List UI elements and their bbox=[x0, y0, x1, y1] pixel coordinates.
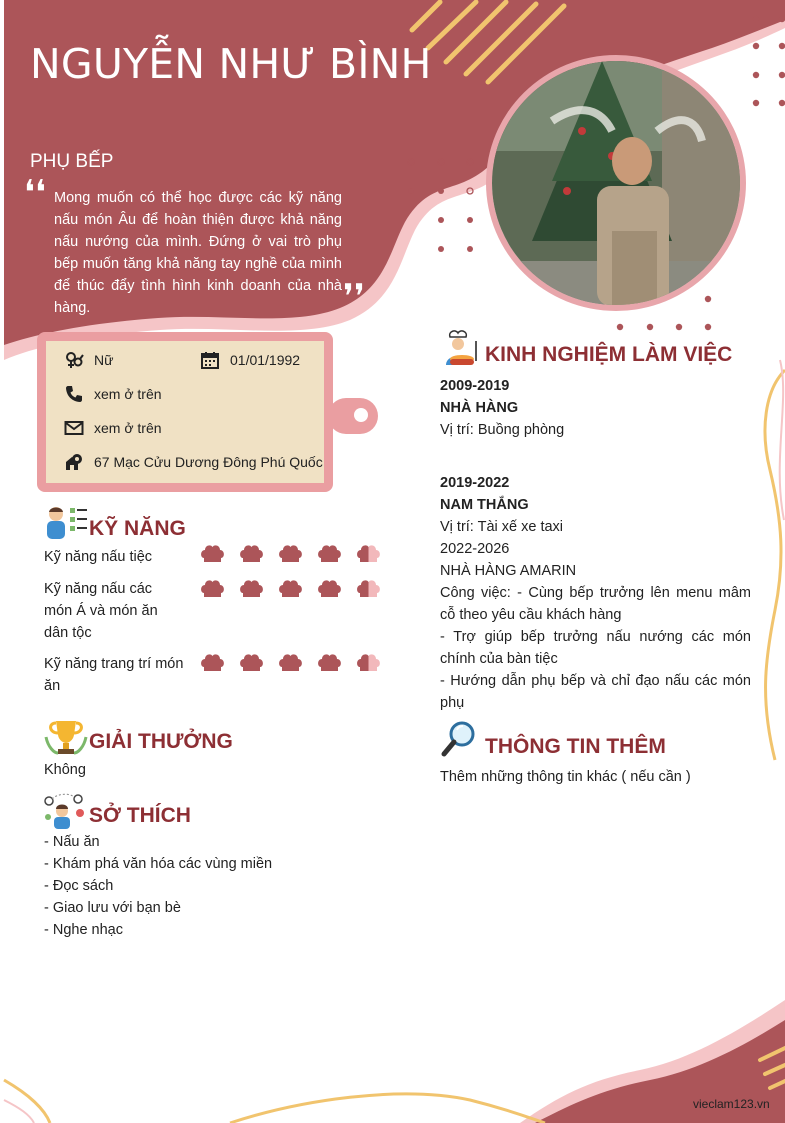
candidate-name: NGUYỄN NHƯ BÌNH bbox=[30, 40, 432, 88]
extra-text: Thêm những thông tin khác ( nếu cần ) bbox=[440, 769, 691, 785]
skill-label: Kỹ năng trang trí món ăn bbox=[44, 656, 184, 694]
chef-hat-icon bbox=[239, 544, 264, 564]
experience-line: - Hướng dẫn phụ bếp và chỉ đạo nấu các món phụ bbox=[440, 673, 751, 711]
magnifier-icon bbox=[440, 720, 484, 765]
calendar-icon bbox=[200, 350, 220, 370]
experience-period: 2009-2019 bbox=[440, 378, 510, 394]
hobbies-title: SỞ THÍCH bbox=[89, 804, 191, 827]
chef-hat-icon bbox=[356, 544, 381, 564]
experience-entry bbox=[440, 472, 751, 714]
experience-company: NHÀ HÀNG bbox=[440, 400, 519, 416]
board-handle-hole bbox=[354, 408, 368, 422]
experience-period: 2019-2022 bbox=[440, 475, 510, 491]
address-value: 67 Mạc Cửu Dương Đông Phú Quốc bbox=[94, 454, 323, 470]
hobby-item: - Nghe nhạc bbox=[44, 922, 123, 938]
chef-hat-icon bbox=[317, 544, 342, 564]
hobby-item: - Khám phá văn hóa các vùng miền bbox=[44, 856, 273, 872]
phone-row bbox=[64, 384, 162, 404]
skills-title: KỸ NĂNG bbox=[89, 517, 186, 540]
chef-hat-icon bbox=[356, 653, 381, 673]
experience-entry bbox=[440, 375, 751, 441]
skills-icon bbox=[44, 504, 88, 549]
skill-label: Kỹ năng nấu tiệc bbox=[44, 549, 153, 565]
chef-hat-icon bbox=[200, 653, 225, 673]
chef-hat-icon bbox=[278, 653, 303, 673]
chef-hat-icon bbox=[356, 579, 381, 599]
gender-icon bbox=[64, 350, 84, 370]
email-row bbox=[64, 418, 162, 438]
hobby-item: - Đọc sách bbox=[44, 878, 114, 894]
address-row bbox=[64, 452, 323, 472]
career-summary: Mong muốn có thể học được các kỹ năng nấu món Âu để hoàn thiện được khả năng nấu nướng của mình. Đứng ở vai trò phụ bếp muốn tăng khả năng tay nghề của mình để thúc đẩy tình hình kinh doanh của nhà hàng. bbox=[54, 190, 342, 316]
quote-close-icon: ❜❜ bbox=[343, 277, 365, 317]
phone-icon bbox=[64, 384, 84, 404]
experience-line: Vị trí: Buồng phòng bbox=[440, 422, 565, 438]
job-title: PHỤ BẾP bbox=[30, 151, 114, 172]
chef-hat-icon bbox=[200, 579, 225, 599]
experience-line: NHÀ HÀNG AMARIN bbox=[440, 563, 577, 579]
hobbies-icon bbox=[44, 791, 88, 836]
chef-hat-icon bbox=[317, 579, 342, 599]
experience-line: - Trợ giúp bếp trưởng nấu nướng các món chính của bàn tiệc bbox=[440, 629, 751, 667]
experience-title: KINH NGHIỆM LÀM VIỆC bbox=[485, 343, 733, 366]
gender-value: Nữ bbox=[94, 352, 114, 368]
experience-line: Vị trí: Tài xế xe taxi bbox=[440, 519, 564, 535]
footer-brand: vieclam123.vn bbox=[693, 1097, 770, 1111]
skill-rating bbox=[200, 579, 381, 599]
chef-icon bbox=[440, 329, 484, 374]
trophy-icon bbox=[44, 717, 88, 762]
awards-title: GIẢI THƯỞNG bbox=[89, 730, 233, 753]
quote-open-icon: ❛❛ bbox=[24, 173, 46, 213]
awards-text: Không bbox=[44, 762, 86, 778]
birthday-row bbox=[200, 350, 300, 370]
gender-row bbox=[64, 350, 113, 370]
hobbies-list bbox=[44, 831, 272, 941]
chef-hat-icon bbox=[200, 544, 225, 564]
extra-title: THÔNG TIN THÊM bbox=[485, 735, 666, 758]
experience-line: 2022-2026 bbox=[440, 541, 510, 557]
chef-hat-icon bbox=[239, 579, 264, 599]
chef-hat-icon bbox=[278, 579, 303, 599]
email-icon bbox=[64, 418, 84, 438]
chef-hat-icon bbox=[239, 653, 264, 673]
birthday-value: 01/01/1992 bbox=[230, 352, 301, 368]
hobby-item: - Nấu ăn bbox=[44, 834, 100, 850]
skill-rating bbox=[200, 653, 381, 673]
board-handle bbox=[328, 398, 378, 434]
experience-company: NAM THẮNG bbox=[440, 497, 529, 513]
experience-line: Công việc: - Cùng bếp trưởng lên menu mâm cỗ theo yêu cầu khách hàng bbox=[440, 585, 751, 623]
skill-label: Kỹ năng nấu các món Á và món ăn dân tộc bbox=[44, 581, 158, 641]
location-icon bbox=[64, 452, 84, 472]
profile-photo bbox=[486, 55, 746, 311]
chef-hat-icon bbox=[278, 544, 303, 564]
chef-hat-icon bbox=[317, 653, 342, 673]
email-value: xem ở trên bbox=[94, 420, 162, 436]
phone-value: xem ở trên bbox=[94, 386, 162, 402]
skill-rating bbox=[200, 544, 381, 564]
hobby-item: - Giao lưu với bạn bè bbox=[44, 900, 181, 916]
